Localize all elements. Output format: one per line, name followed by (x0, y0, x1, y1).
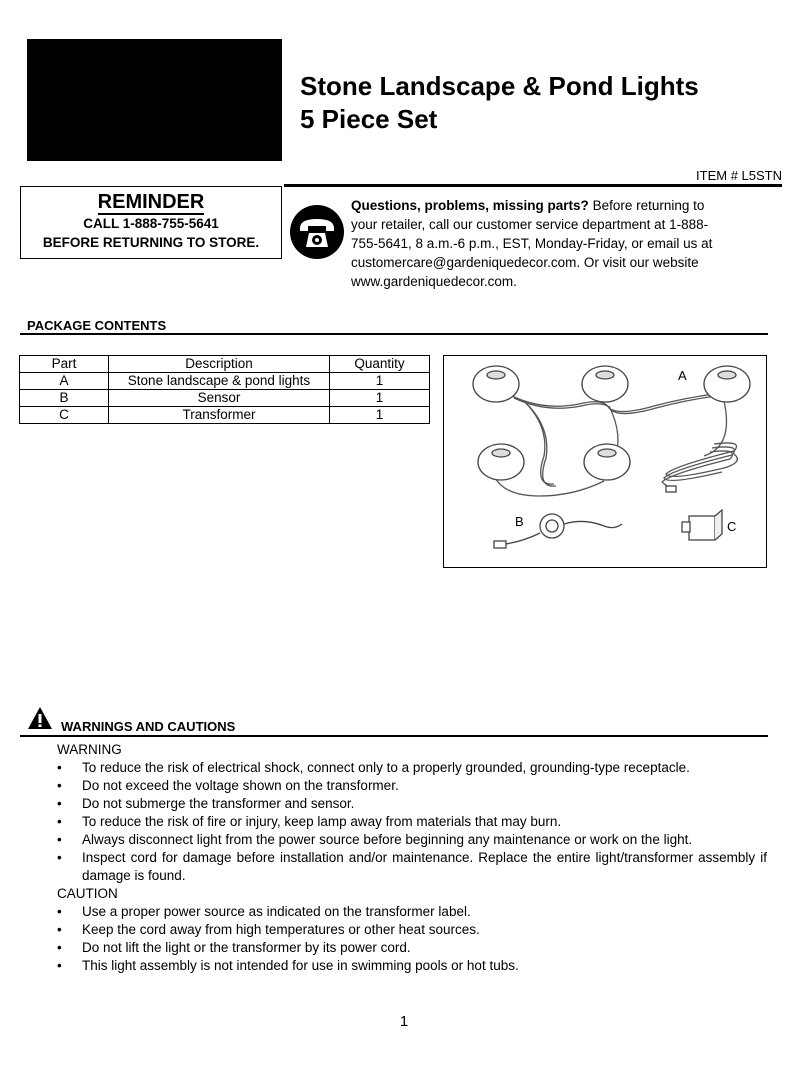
reminder-box (20, 186, 282, 259)
diagram-label-c: C (727, 519, 737, 534)
list-item: • Keep the cord away from high temperatures or other heat sources. (57, 921, 767, 939)
header-divider (284, 184, 782, 187)
list-item: • Always disconnect light from the power source before beginning any maintenance or work on the light. (57, 831, 767, 849)
list-item: • Do not submerge the transformer and sensor. (57, 795, 767, 813)
reminder-heading: REMINDER (97, 191, 205, 213)
part-cell: C (20, 407, 109, 424)
warning-list (57, 759, 767, 885)
reminder-line-2: BEFORE RETURNING TO STORE. (42, 235, 260, 250)
column-header: Description (109, 356, 330, 373)
parts-table (19, 355, 430, 424)
parts-diagram (443, 355, 767, 568)
item-number: ITEM # L5STN (696, 168, 782, 183)
description-cell: Stone landscape & pond lights (109, 373, 330, 390)
contact-text: Before returning to your retailer, call our customer service department at 1-888-755-5641, 8 a.m.-6 p.m., EST, Monday-Friday, or email us at customercare@gardeniquedecor.com. Or visit our website www.gardeniquedecor.com. (351, 198, 713, 289)
title-line-2: 5 Piece Set (300, 104, 438, 134)
warning-triangle-icon (27, 706, 53, 730)
list-item: • To reduce the risk of fire or injury, keep lamp away from materials that may burn. (57, 813, 767, 831)
part-cell: A (20, 373, 109, 390)
diagram-label-b: B (515, 514, 524, 529)
description-cell: Transformer (109, 407, 330, 424)
warnings-content (57, 741, 767, 975)
page-number: 1 (399, 1013, 409, 1030)
caution-list (57, 903, 767, 975)
caution-label: CAUTION (57, 886, 118, 901)
package-contents-heading: PACKAGE CONTENTS (27, 318, 167, 333)
description-cell: Sensor (109, 390, 330, 407)
diagram-label-a: A (678, 368, 687, 383)
part-cell: B (20, 390, 109, 407)
quantity-cell: 1 (330, 407, 430, 424)
list-item: • This light assembly is not intended for use in swimming pools or hot tubs. (57, 957, 767, 975)
list-item: • To reduce the risk of electrical shock, connect only to a properly grounded, grounding-type receptacle. (57, 759, 767, 777)
list-item: • Use a proper power source as indicated on the transformer label. (57, 903, 767, 921)
warning-label: WARNING (57, 742, 122, 757)
quantity-cell: 1 (330, 390, 430, 407)
table-header-row (20, 356, 430, 373)
table-row (20, 373, 430, 390)
list-item: • Do not exceed the voltage shown on the transformer. (57, 777, 767, 795)
warnings-divider (20, 735, 768, 737)
reminder-line-1: CALL 1-888-755-5641 (83, 216, 219, 231)
list-item: • Inspect cord for damage before installation and/or maintenance. Replace the entire light/transformer assembly if damage is found. (57, 849, 767, 885)
contact-lead: Questions, problems, missing parts? (351, 198, 589, 213)
warnings-heading: WARNINGS AND CAUTIONS (61, 719, 236, 734)
customer-service-info (351, 196, 726, 291)
column-header: Quantity (330, 356, 430, 373)
list-item: • Do not lift the light or the transformer by its power cord. (57, 939, 767, 957)
table-row (20, 390, 430, 407)
document-title (300, 70, 699, 136)
title-line-1: Stone Landscape & Pond Lights (300, 71, 699, 101)
table-row (20, 407, 430, 424)
column-header: Part (20, 356, 109, 373)
package-divider (20, 333, 768, 335)
brand-logo-block (27, 39, 282, 161)
quantity-cell: 1 (330, 373, 430, 390)
telephone-icon (289, 204, 345, 260)
